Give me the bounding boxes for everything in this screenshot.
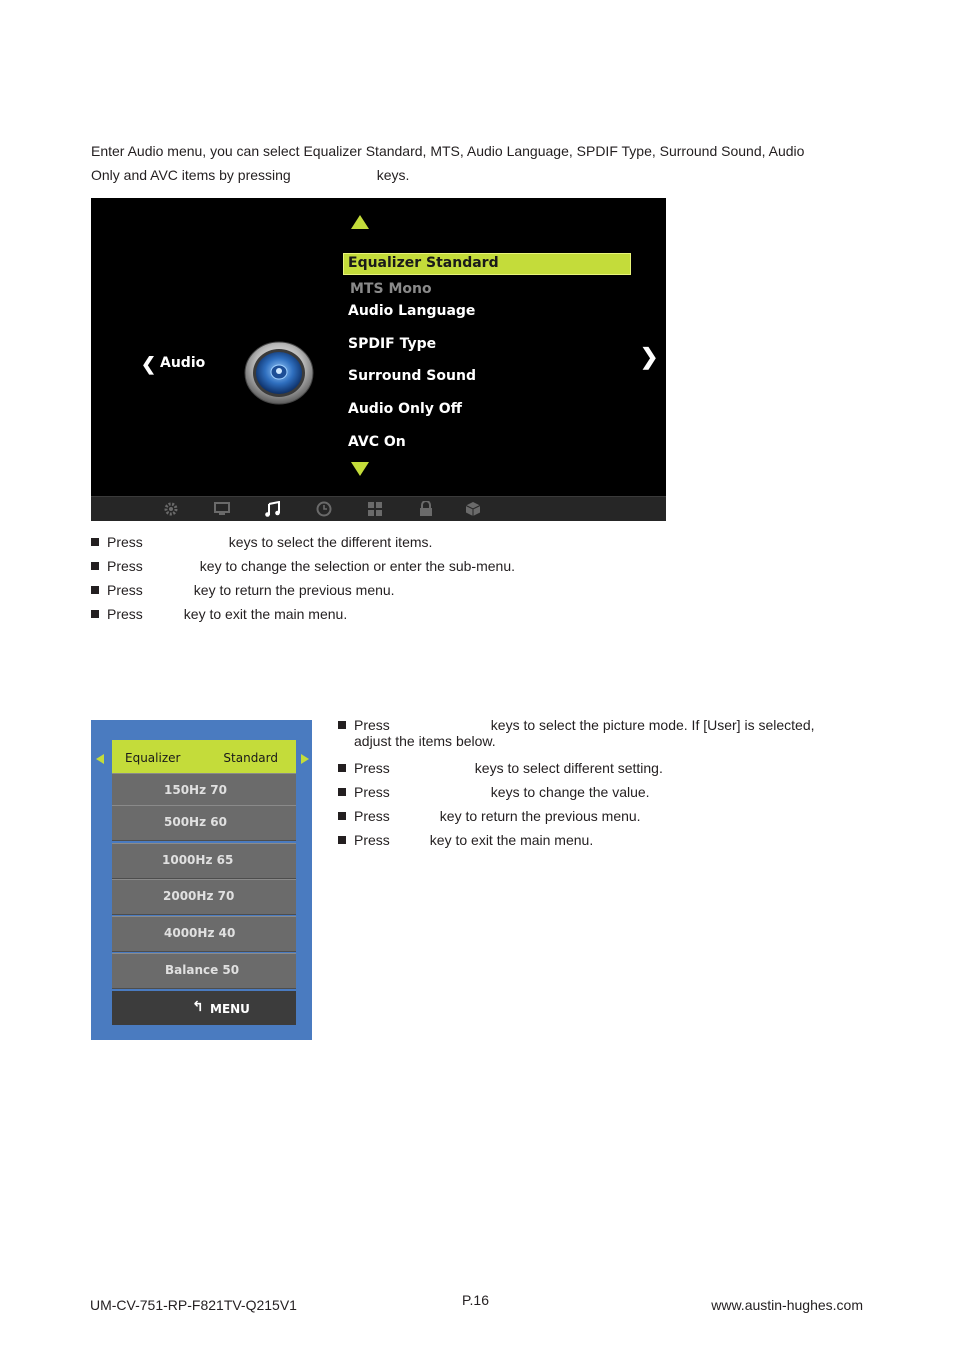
list-item bbox=[338, 713, 838, 737]
bullet-press: Press bbox=[354, 717, 390, 733]
bullet-text: keys to select the different items. bbox=[228, 534, 433, 550]
bullet-press: Press bbox=[354, 784, 390, 800]
list-item bbox=[91, 554, 515, 578]
monitor-icon[interactable] bbox=[213, 501, 231, 517]
speaker-icon bbox=[244, 341, 314, 405]
menu-item-audio-language[interactable]: Audio Language bbox=[348, 303, 476, 319]
footer-page-number: P.16 bbox=[462, 1292, 489, 1308]
list-item bbox=[338, 756, 838, 780]
menu-item-surround-sound[interactable]: Surround Sound bbox=[348, 368, 476, 384]
arrow-left-icon[interactable] bbox=[96, 754, 104, 764]
bullet-text: key to return the previous menu. bbox=[193, 582, 395, 598]
bullet-text: keys to select different setting. bbox=[474, 760, 663, 776]
cube-icon[interactable] bbox=[464, 501, 482, 517]
eq-row-4000hz[interactable] bbox=[112, 916, 296, 952]
arrow-right-icon[interactable] bbox=[301, 754, 309, 764]
return-arrow-icon: ↰ bbox=[192, 999, 204, 1015]
bullet-press: Press bbox=[354, 808, 390, 824]
menu-item-label: Equalizer Standard bbox=[348, 255, 499, 271]
instruction-list-1 bbox=[91, 530, 515, 626]
bullet-icon bbox=[91, 610, 99, 618]
menu-tab-bar bbox=[91, 496, 666, 521]
list-item bbox=[338, 804, 838, 828]
eq-row-label: Balance 50 bbox=[165, 963, 240, 977]
bullet-icon bbox=[91, 586, 99, 594]
lock-icon[interactable] bbox=[417, 501, 435, 517]
footer-website[interactable]: www.austin-hughes.com bbox=[711, 1297, 863, 1313]
intro-line-1: Enter Audio menu, you can select Equalizer Standard, MTS, Audio Language, SPDIF Type, Surround Sound, Audio bbox=[91, 143, 805, 159]
intro-line-2-start: Only and AVC items by pressing bbox=[91, 167, 291, 183]
menu-return-button[interactable] bbox=[112, 991, 296, 1025]
equalizer-label: Equalizer bbox=[125, 751, 181, 765]
bullet-text: key to exit the main menu. bbox=[429, 832, 594, 848]
list-item bbox=[91, 602, 515, 626]
eq-row-500hz[interactable] bbox=[112, 805, 296, 841]
scroll-up-arrow-icon[interactable] bbox=[351, 215, 369, 229]
menu-item-equalizer[interactable] bbox=[343, 253, 631, 275]
category-label: Audio bbox=[160, 355, 206, 371]
bullet-press: Press bbox=[354, 760, 390, 776]
intro-line-2 bbox=[91, 163, 844, 187]
gear-icon[interactable] bbox=[162, 501, 180, 517]
eq-row-balance[interactable] bbox=[112, 953, 296, 989]
menu-label: MENU bbox=[210, 1002, 250, 1016]
intro-line-2-end: keys. bbox=[376, 167, 410, 183]
eq-row-label: 150Hz 70 bbox=[164, 783, 227, 797]
list-item bbox=[338, 828, 838, 852]
menu-item-avc[interactable]: AVC On bbox=[348, 434, 406, 450]
bullet-continuation: adjust the items below. bbox=[354, 733, 496, 749]
bullet-press: Press bbox=[107, 582, 143, 598]
intro-paragraph bbox=[91, 139, 844, 187]
eq-row-150hz[interactable] bbox=[112, 773, 296, 809]
bullet-press: Press bbox=[107, 558, 143, 574]
eq-row-1000hz[interactable] bbox=[112, 843, 296, 879]
audio-menu-screenshot bbox=[91, 198, 666, 521]
bullet-icon bbox=[338, 836, 346, 844]
bullet-icon bbox=[91, 538, 99, 546]
eq-row-2000hz[interactable] bbox=[112, 879, 296, 915]
eq-row-label: 4000Hz 40 bbox=[164, 926, 236, 940]
bullet-text: key to return the previous menu. bbox=[439, 808, 641, 824]
list-item bbox=[338, 780, 838, 804]
bullet-text: keys to change the value. bbox=[490, 784, 650, 800]
menu-item-spdif-type[interactable]: SPDIF Type bbox=[348, 336, 437, 352]
bullet-icon bbox=[338, 764, 346, 772]
menu-item-mts: MTS Mono bbox=[350, 281, 432, 297]
grid-icon[interactable] bbox=[366, 501, 384, 517]
bullet-icon bbox=[338, 788, 346, 796]
equalizer-value: Standard bbox=[223, 751, 278, 765]
eq-row-label: 2000Hz 70 bbox=[163, 889, 235, 903]
list-item bbox=[91, 578, 515, 602]
bullet-press: Press bbox=[107, 606, 143, 622]
chevron-left-icon[interactable]: ❮ bbox=[141, 354, 157, 374]
music-note-icon[interactable] bbox=[264, 501, 282, 517]
bullet-press: Press bbox=[354, 832, 390, 848]
clock-icon[interactable] bbox=[315, 501, 333, 517]
list-item bbox=[91, 530, 515, 554]
scroll-down-arrow-icon[interactable] bbox=[351, 462, 369, 476]
bullet-text: keys to select the picture mode. If [User] is selected, bbox=[490, 717, 815, 733]
menu-item-audio-only[interactable]: Audio Only Off bbox=[348, 401, 463, 417]
footer-doc-id: UM-CV-751-RP-F821TV-Q215V1 bbox=[90, 1297, 297, 1313]
bullet-text: key to change the selection or enter the sub-menu. bbox=[199, 558, 515, 574]
equalizer-selector[interactable] bbox=[112, 740, 296, 773]
bullet-press: Press bbox=[107, 534, 143, 550]
eq-row-label: 500Hz 60 bbox=[164, 815, 227, 829]
eq-row-label: 1000Hz 65 bbox=[162, 853, 234, 867]
chevron-right-icon[interactable]: ❯ bbox=[640, 344, 659, 369]
equalizer-panel-screenshot bbox=[91, 720, 312, 1040]
bullet-icon bbox=[338, 812, 346, 820]
bullet-icon bbox=[91, 562, 99, 570]
instruction-list-2 bbox=[338, 713, 838, 852]
bullet-text: key to exit the main menu. bbox=[183, 606, 348, 622]
bullet-icon bbox=[338, 721, 346, 729]
